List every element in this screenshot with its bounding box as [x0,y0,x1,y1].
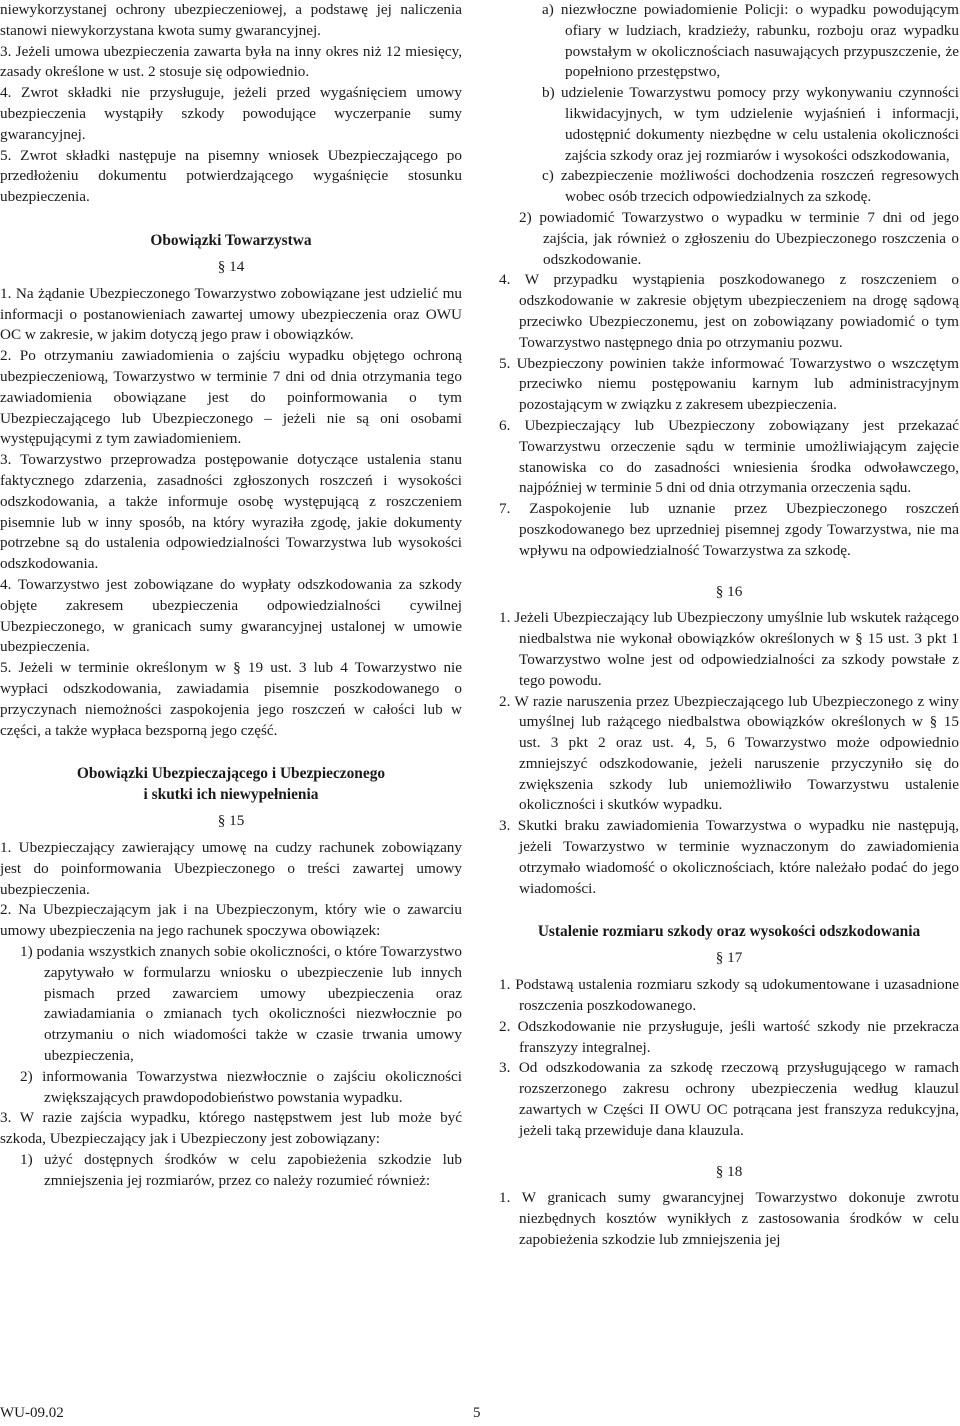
list-item: 1) podania wszystkich znanych sobie okoliczności, o które Towarzystwo zapytywało w formularzu wniosku o ubezpieczenie lub innych pismach przed zawarciem umowy ubezpieczenia oraz zawiadamiania o zmianach tych okoliczności niezwłocznie po otrzymaniu o nich wiadomości także w czasie trwania umowy ubezpieczenia, [20,943,462,1065]
section-heading-line2: i skutki ich niewypełnienia [143,786,319,804]
section-heading: Ustalenie rozmiaru szkody oraz wysokości odszkodowania [537,923,921,941]
list-item: 1) użyć dostępnych środków w celu zapobieżenia szkodzie lub zmniejszenia jej rozmiarów, przez co należy rozumieć również: [20,1151,462,1189]
paragraph: 1. W granicach sumy gwarancyjnej Towarzystwo dokonuje zwrotu niezbędnych kosztów wynikłych z zastosowania środków w celu zapobieżenia szkodzie lub zmniejszenia jej [499,1189,959,1249]
document-code: WU-09.02 [0,1405,64,1421]
paragraph: niewykorzystanej ochrony ubezpieczeniowej, a podstawę jej naliczenia stanowi niewykorzystana kwota sumy gwarancyjnej. [0,1,462,39]
page-number: 5 [473,1405,481,1421]
section-heading: Obowiązki Ubezpieczającego i Ubezpieczonego [76,765,386,783]
section-number: § 17 [715,949,743,967]
paragraph: 3. Od odszkodowania za szkodę rzeczową przysługującego w ramach rozszerzonego zakresu ochrony ubezpieczenia według klauzul zawartych w Części II OWU OC potrącana jest franszyza redukcyjna, jeżeli taką przewiduje dana klauzula. [499,1059,959,1139]
paragraph: 5. Jeżeli w terminie określonym w § 19 ust. 3 lub 4 Towarzystwo nie wypłaci odszkodowania, zawiadamia pisemnie poszkodowanego o przyczynach niemożności zaspokojenia jego roszczeń w całości lub w części, a także wypłaca bezsporną jego część. [0,659,462,739]
section-number: § 18 [715,1162,743,1180]
left-column [0,0,462,1192]
list-item: b) udzielenie Towarzystwu pomocy przy wykonywaniu czynności likwidacyjnych, w tym udzielenie wyjaśnień i informacji, udostępnić dokumenty niezbędne w celu ustalenia okoliczności zajścia szkody oraz jej rozmiarów i wysokości odszkodowania, [542,84,959,164]
paragraph: 3. W razie zajścia wypadku, którego następstwem jest lub może być szkoda, Ubezpieczający jak i Ubezpieczony jest zobowiązany: [0,1109,462,1148]
right-column [499,0,959,1251]
paragraph: 1. Na żądanie Ubezpieczonego Towarzystwo zobowiązane jest udzielić mu informacji o postanowieniach zawartej umowy ubezpieczenia oraz OWU OC w zakresie, w jakim dotyczą jego praw i obowiązków. [0,284,462,344]
paragraph: 7. Zaspokojenie lub uznanie przez Ubezpieczonego roszczeń poszkodowanego bez uprzedniej pisemnej zgody Towarzystwa, nie ma wpływu na odpowiedzialność Towarzystwa za szkodę. [499,500,959,559]
paragraph: 5. Ubezpieczony powinien także informować Towarzystwo o wszczętym przeciwko niemu postępowaniu karnym lub administracyjnym pozostającym w związku z zakresem ubezpieczenia. [499,354,959,414]
paragraph: 6. Ubezpieczający lub Ubezpieczony zobowiązany jest przekazać Towarzystwu orzeczenie sądu w terminie umożliwiającym zajęcie stanowiska co do zasadności wniesienia środka odwoławczego, najpóźniej w terminie 5 dni od dnia otrzymania orzeczenia sądu. [499,416,959,497]
paragraph: 1. Podstawą ustalenia rozmiaru szkody są udokumentowane i uzasadnione roszczenia poszkodowanego. [499,976,959,1015]
paragraph: 4. W przypadku wystąpienia poszkodowanego z roszczeniem o odszkodowanie w zakresie objętym ubezpieczeniem na drogę sądową przeciwko Ubezpieczonemu, jest on zobowiązany powiadomić o tym Towarzystwo następnego dnia po otrzymaniu pozwu. [499,271,959,351]
paragraph: 2. Po otrzymaniu zawiadomienia o zajściu wypadku objętego ochroną ubezpieczeniową, Towarzystwo w terminie 7 dni od dnia otrzymania tego zawiadomienia obowiązane jest do poinformowania o tym Ubezpieczającego lub Ubezpieczonego – jeżeli nie są oni osobami występującymi z tym zawiadomieniem. [0,347,462,448]
paragraph: 3. Towarzystwo przeprowadza postępowanie dotyczące ustalenia stanu faktycznego zdarzenia, zasadności zgłoszonych roszczeń i wysokości odszkodowania, a także informuje osobę występującą z roszczeniem pisemnie lub w inny sposób, na który wyraziła zgodę, jakie dokumenty potrzebne są do ustalenia odpowiedzialności Towarzystwa lub wysokości odszkodowania. [0,451,462,573]
section-number: § 16 [715,582,743,600]
paragraph: 2. Odszkodowanie nie przysługuje, jeśli wartość szkody nie przekracza franszyzy integralnej. [499,1017,959,1056]
section-number: § 14 [217,257,245,275]
paragraph: 1. Ubezpieczający zawierający umowę na cudzy rachunek zobowiązany jest do poinformowania Ubezpieczonego o treści zawartej umowy ubezpieczenia. [0,839,462,898]
paragraph: 1. Jeżeli Ubezpieczający lub Ubezpieczony umyślnie lub wskutek rażącego niedbalstwa nie wykonał obowiązków określonych w § 15 ust. 3 pkt 1 Towarzystwo wolne jest od odpowiedzialności za szkody powstałe z tego powodu. [499,609,959,689]
paragraph: 4. Zwrot składki nie przysługuje, jeżeli przed wygaśnięciem umowy ubezpieczenia wystąpiły szkody powodujące wyczerpanie sumy gwarancyjnej. [0,84,462,143]
list-item: 2) powiadomić Towarzystwo o wypadku w terminie 7 dni od jego zajścia, jak również o zgłoszeniu do Ubezpieczonego roszczenia o odszkodowanie. [519,208,959,268]
paragraph: 5. Zwrot składki następuje na pisemny wniosek Ubezpieczającego po przedłożeniu dokumentu potwierdzającego wygaśnięcie stosunku ubezpieczenia. [0,146,462,206]
paragraph: 4. Towarzystwo jest zobowiązane do wypłaty odszkodowania za szkody objęte zakresem ubezpieczenia odpowiedzialności cywilnej Ubezpieczonego, w granicach sumy gwarancyjnej ustalonej w umowie ubezpieczenia. [0,575,462,656]
paragraph: 3. Jeżeli umowa ubezpieczenia zawarta była na inny okres niż 12 miesięcy, zasady określone w ust. 2 stosuje się odpowiednio. [0,42,462,81]
section-heading: Obowiązki Towarzystwa [150,231,312,249]
section-number: § 15 [217,812,245,830]
paragraph: 2. W razie naruszenia przez Ubezpieczającego lub Ubezpieczonego z winy umyślnej lub rażącego niedbalstwa obowiązków określonych w § 15 ust. 3 pkt 2 oraz ust. 4, 5, 6 Towarzystwo może odpowiednio zmniejszyć odszkodowanie, jeżeli naruszenie przyczyniło się do zwiększenia szkody lub uniemożliwiło Towarzystwu ustalenie okoliczności i skutków wypadku. [499,692,959,814]
paragraph: 3. Skutki braku zawiadomienia Towarzystwa o wypadku nie następują, jeżeli Towarzystwo w terminie wyznaczonym do zawiadomienia otrzymało wiadomość o okolicznościach, które należało podać do jego wiadomości. [499,817,959,897]
list-item: 2) informowania Towarzystwa niezwłocznie o zajściu okoliczności zwiększających prawdopodobieństwo powstania wypadku. [20,1067,462,1106]
list-item: a) niezwłoczne powiadomienie Policji: o wypadku powodującym ofiary w ludziach, kradzieży, rabunku, rozboju oraz wypadku powstałym w okolicznościach nasuwających przypuszczenie, że popełniono przestępstwo, [542,1,959,81]
paragraph: 2. Na Ubezpieczającym jak i na Ubezpieczonym, który wie o zawarciu umowy ubezpieczenia na jego rachunek spoczywa obowiązek: [0,901,462,940]
list-item: c) zabezpieczenie możliwości dochodzenia roszczeń regresowych wobec osób trzecich odpowiedzialnych za szkodę. [542,167,959,206]
